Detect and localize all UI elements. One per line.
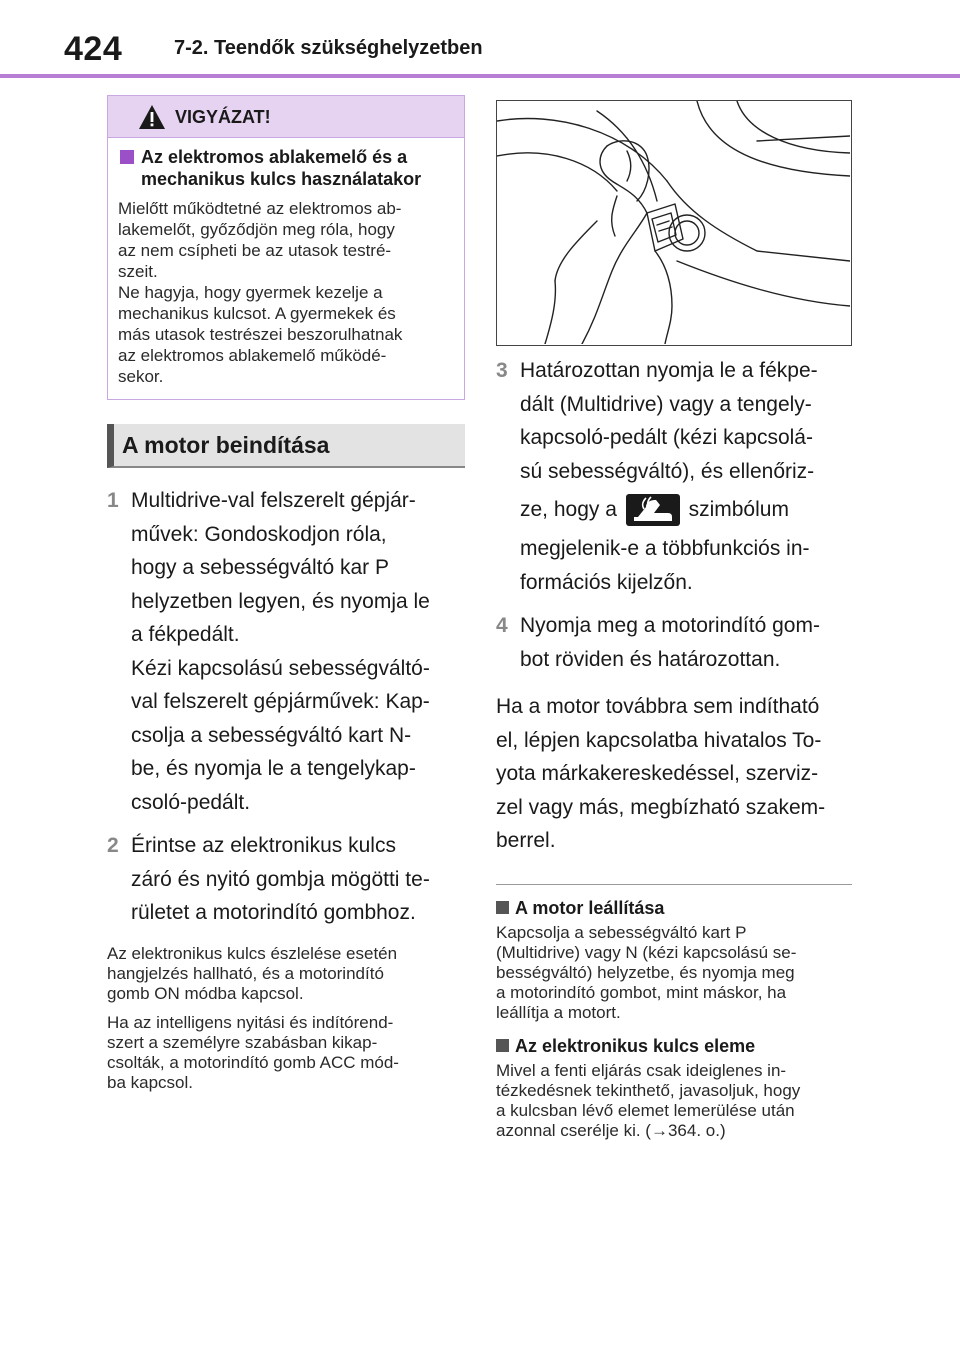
warning-text-line: Ne hagyja, hogy gyermek kezelje a [118, 283, 383, 302]
warning-text-line: sekor. [118, 367, 164, 386]
warning-text-line: más utasok testrészei beszorulhatnak [118, 325, 403, 344]
note-line: Ha az intelligens nyitási és indítórend- [107, 1012, 394, 1032]
warning-text-line: Mielőtt működtetné az elektromos ab- [118, 199, 402, 218]
section-heading-bar [107, 424, 465, 468]
note-line: csolták, a motorindító gomb ACC mód- [107, 1052, 399, 1072]
step-line: Multidrive-val felszerelt gépjár- [131, 489, 416, 512]
step-text [131, 484, 430, 819]
left-column [107, 95, 465, 1093]
subsection-line: leállítja a motort. [496, 1002, 621, 1022]
warning-title: VIGYÁZAT! [175, 107, 271, 127]
step-4 [496, 609, 852, 676]
step-line: formációs kijelzőn. [520, 570, 693, 594]
subsection-line: Kapcsolja a sebességváltó kart P [496, 922, 747, 942]
step-line: csolja a sebességváltó kart N- [131, 723, 412, 747]
warning-text-line: szeit. [118, 262, 158, 281]
step-line: hogy a sebességváltó kar P [131, 556, 389, 579]
step-line-prefix: ze, hogy a [520, 498, 617, 521]
step-line: sú sebességváltó), és ellenőriz- [520, 459, 815, 483]
step-1 [107, 484, 465, 819]
section-heading: A motor beindítása [122, 432, 330, 458]
warning-box [107, 95, 465, 400]
step-line: záró és nyitó gombja mögötti te- [131, 867, 430, 891]
warning-text-line: az nem csípheti be az utasok testré- [118, 241, 392, 260]
step-line: dált (Multidrive) vagy a tengely- [520, 392, 812, 416]
note [107, 944, 465, 1004]
square-bullet-icon [496, 1039, 509, 1052]
step-line: Nyomja meg a motorindító gom- [520, 614, 820, 637]
subsection-title-text: A motor leállítása [515, 897, 665, 918]
subsection-text [496, 1061, 852, 1141]
page-header [0, 0, 960, 80]
step-number: 3 [496, 359, 508, 382]
step-line: csoló-pedált. [131, 790, 251, 814]
warning-text-line: lakemelőt, győződjön meg róla, hogy [118, 220, 395, 239]
step-line: művek: Gondoskodjon róla, [131, 522, 387, 546]
note-line: szert a személyre szabásban kikap- [107, 1032, 378, 1052]
step-line: Érintse az elektronikus kulcs [131, 834, 396, 857]
key-to-start-button-illustration [496, 100, 852, 346]
subsection-line: tézkedésnek tekinthető, javasoljuk, hogy [496, 1080, 801, 1100]
subsection-line: (Multidrive) vagy N (kézi kapcsolású se- [496, 942, 797, 962]
subsection-line: a kulcsban lévő elemet lemerülése után [496, 1100, 795, 1120]
hand-holding-key-illustration [497, 101, 850, 344]
note-line: Az elektronikus kulcs észlelése esetén [107, 943, 398, 963]
warning-text-line: mechanikus kulcsot. A gyermekek és [118, 304, 396, 323]
paragraph-line: Ha a motor továbbra sem indítható [496, 695, 820, 718]
right-column [496, 100, 852, 1141]
step-number: 1 [107, 489, 119, 512]
paragraph-line: el, lépjen kapcsolatba hivatalos To- [496, 728, 822, 752]
warning-subtitle-line: mechanikus kulcs használatakor [141, 169, 422, 189]
warning-text [118, 198, 454, 387]
step-line: helyzetben legyen, és nyomja le [131, 589, 430, 613]
step-line: val felszerelt gépjárművek: Kap- [131, 690, 430, 713]
contact-dealer-paragraph [496, 690, 852, 858]
step-line-suffix: szimbólum [688, 498, 789, 521]
step-3 [496, 354, 852, 599]
subsection-line: bességváltó) helyzetbe, és nyomja meg [496, 962, 795, 982]
subsection-title [496, 1035, 852, 1057]
step-line: kapcsoló-pedált (kézi kapcsolá- [520, 426, 813, 449]
page-number: 424 [64, 30, 123, 68]
paragraph-line: yota márkakereskedéssel, szerviz- [496, 762, 819, 785]
warning-body [108, 138, 464, 399]
brake-pedal-indicator-icon [626, 494, 680, 526]
subsection-engine-stop [496, 897, 852, 1023]
step-text [520, 609, 820, 676]
step-text [131, 829, 430, 930]
step-line: a fékpedált. [131, 623, 240, 646]
subsection-key-battery [496, 1035, 852, 1141]
warning-header [108, 96, 464, 138]
paragraph-line: zel vagy más, megbízható szakem- [496, 795, 826, 819]
step-line: rületet a motorindító gombhoz. [131, 901, 416, 924]
step-line: Kézi kapcsolású sebességváltó- [131, 656, 430, 680]
step-line: Határozottan nyomja le a fékpe- [520, 359, 818, 382]
subsection-line: a motorindító gombot, mint máskor, ha [496, 982, 787, 1002]
subsection-line: azonnal cserélje ki. (→364. o.) [496, 1120, 726, 1140]
subsection-title-text: Az elektronikus kulcs eleme [515, 1035, 756, 1056]
warning-triangle-icon [138, 104, 166, 130]
note [107, 1013, 465, 1093]
step-number: 2 [107, 834, 119, 857]
subsection-text [496, 923, 852, 1023]
step-line: megjelenik-e a többfunkciós in- [520, 537, 810, 560]
divider [496, 884, 852, 885]
warning-subtitle-line: Az elektromos ablakemelő és a [141, 147, 408, 167]
subsection-title [496, 897, 852, 919]
section-title: 7-2. Teendők szükséghelyzetben [174, 37, 483, 59]
header-rule [0, 74, 960, 78]
step-number: 4 [496, 614, 508, 637]
paragraph-line: berrel. [496, 829, 556, 852]
note-line: gomb ON módba kapcsol. [107, 983, 304, 1003]
subsection-line: Mivel a fenti eljárás csak ideiglenes in- [496, 1060, 787, 1080]
step-line: bot röviden és határozottan. [520, 647, 781, 671]
step-text [520, 354, 818, 599]
square-bullet-icon [496, 901, 509, 914]
step-line-with-icon [520, 488, 818, 532]
square-bullet-icon [120, 150, 134, 164]
note-line: ba kapcsol. [107, 1072, 193, 1092]
warning-text-line: az elektromos ablakemelő működé- [118, 346, 387, 365]
warning-subtitle [118, 146, 454, 190]
step-line: be, és nyomja le a tengelykap- [131, 757, 416, 780]
step-2 [107, 829, 465, 930]
note-line: hangjelzés hallható, és a motorindító [107, 963, 384, 983]
